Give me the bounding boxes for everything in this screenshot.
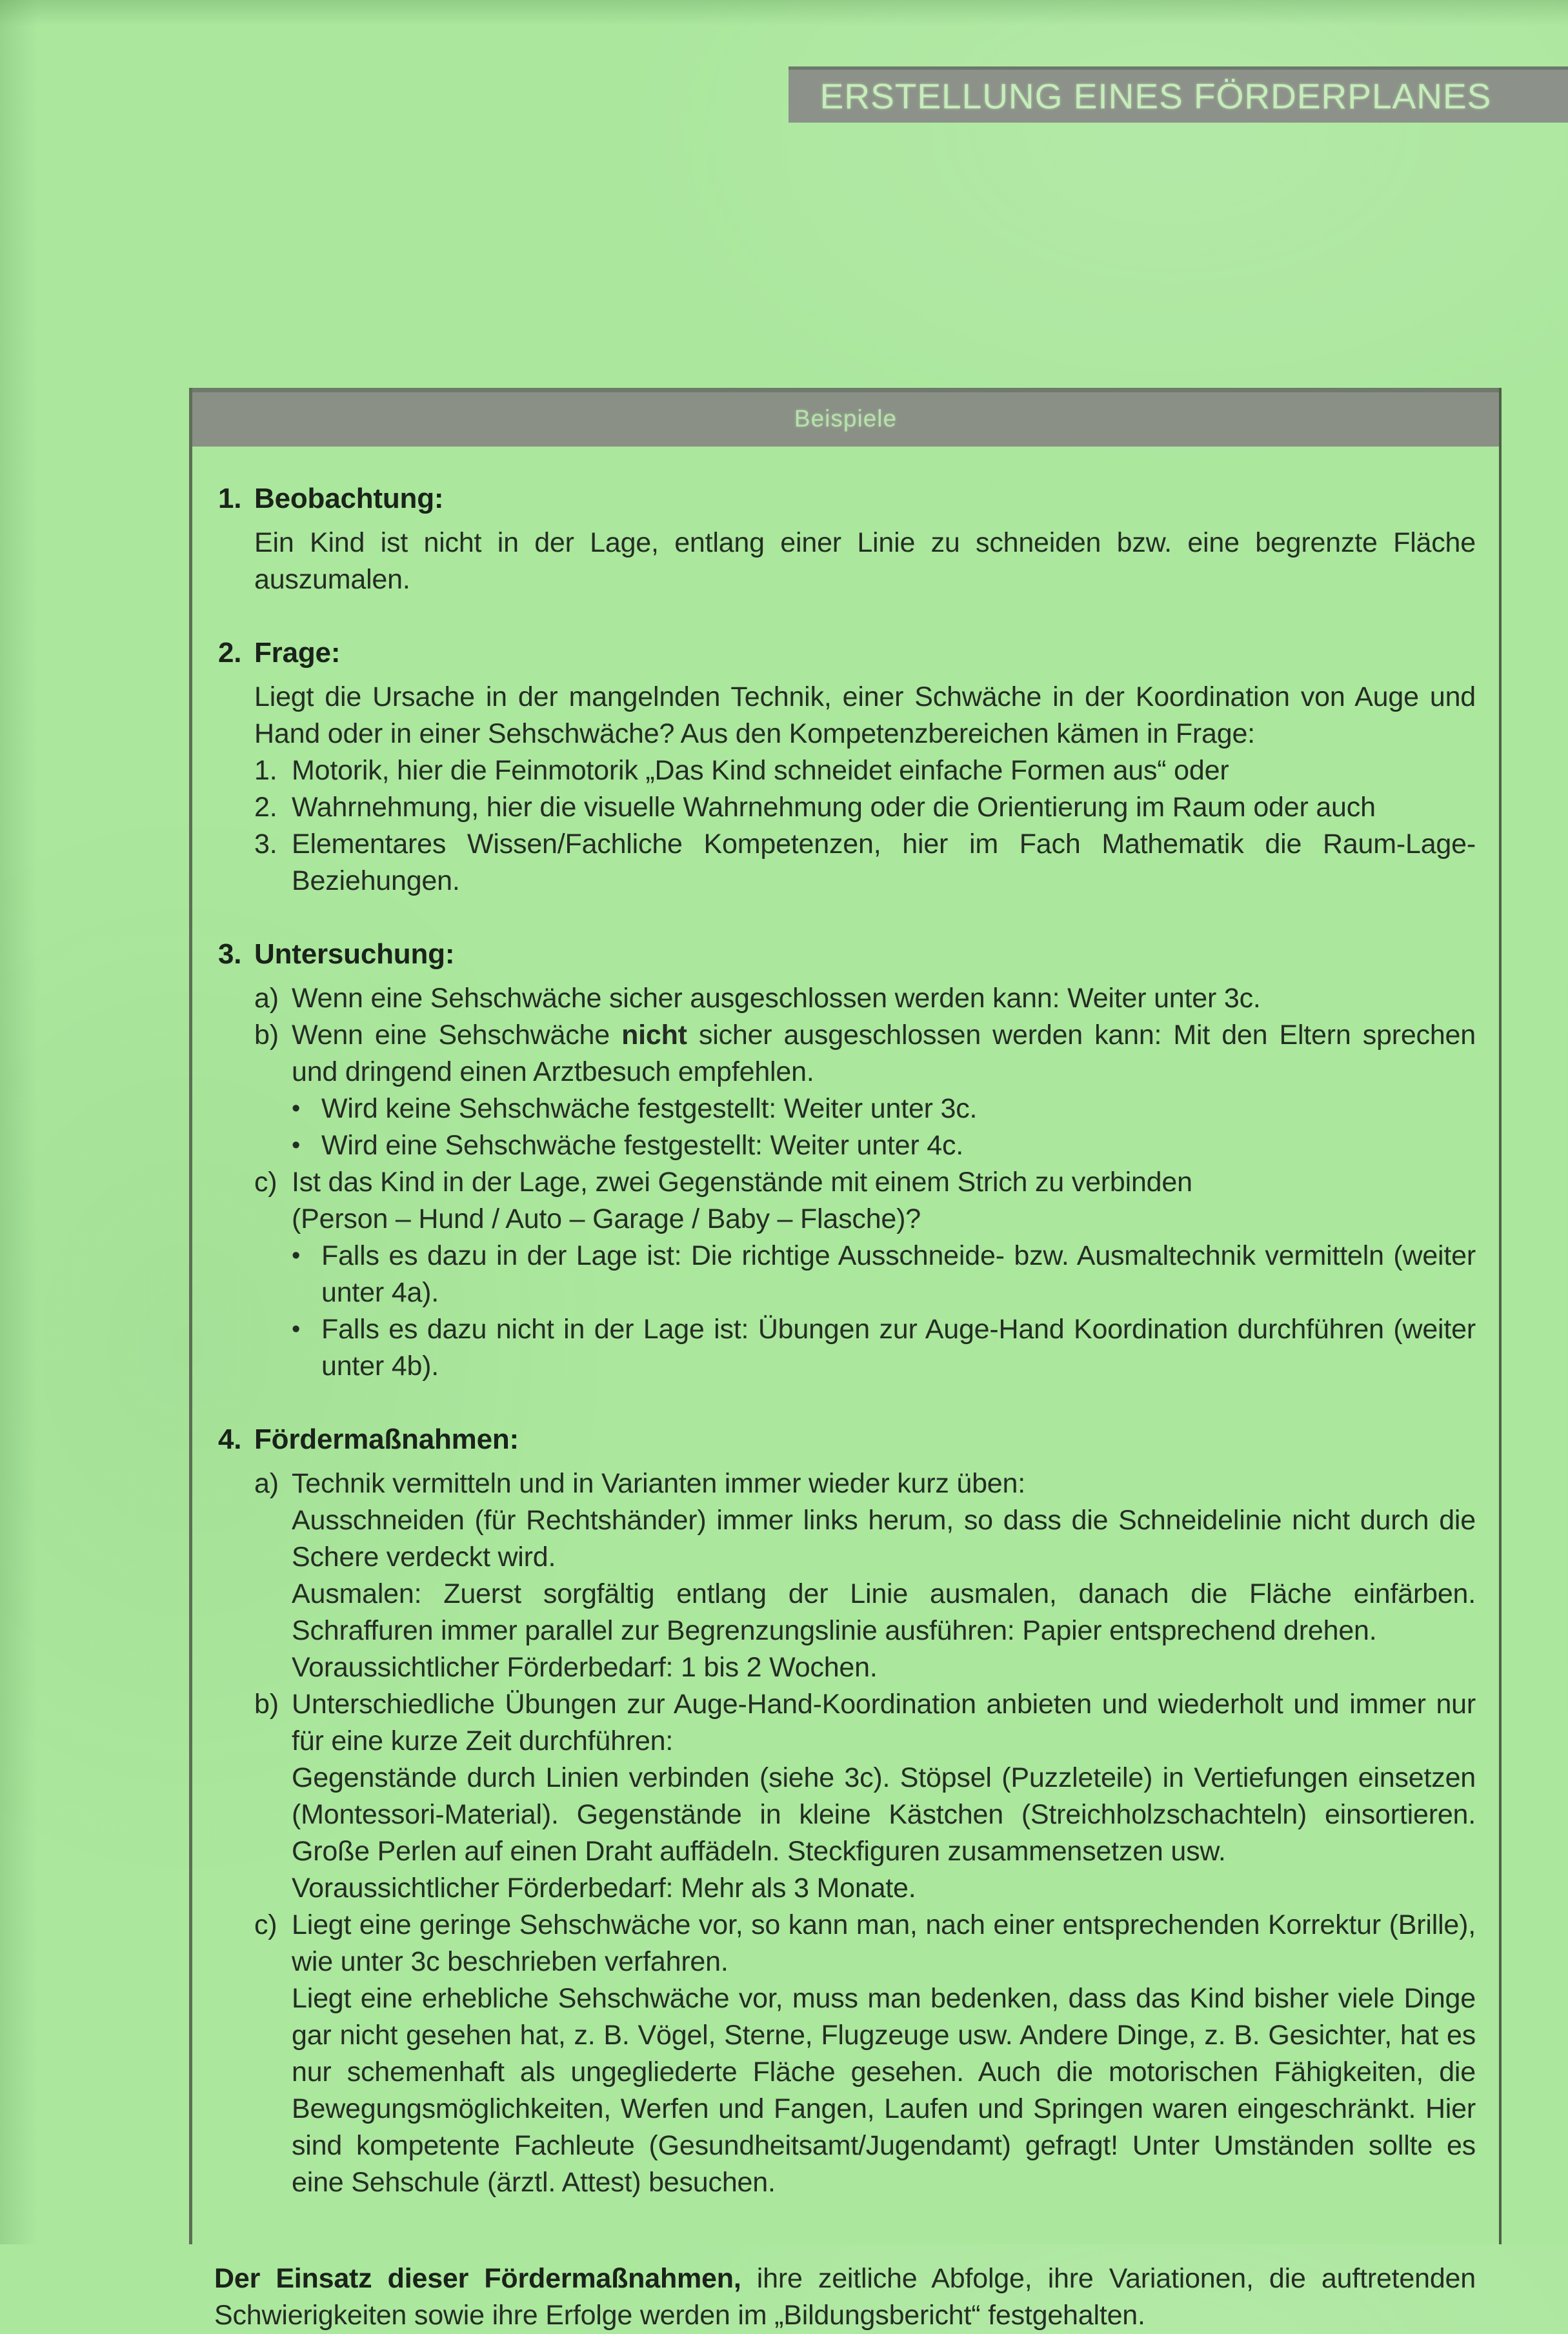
text-run: ihre zeitliche Abfolge, ihre Variationen, die auftretenden Schwierigkeiten sowie ihre Erfolge werden im „Bildungsbericht“ festgehalten. — [214, 2263, 1476, 2331]
section-heading — [218, 634, 1476, 671]
item-text — [292, 1686, 1476, 1760]
item-text — [292, 1760, 1476, 1870]
item-text — [321, 1127, 1476, 1164]
section-title: Fördermaßnahmen: — [254, 1424, 519, 1455]
section-number: 1. — [218, 483, 242, 514]
text-run: Liegt eine erhebliche Sehschwäche vor, muss man bedenken, dass das Kind bisher viele Dinge gar nicht gesehen hat, z. B. Vögel, Sterne, Flugzeuge usw. Andere Dinge, z. B. Gesichter, hat es nur schemenhaft als ungegliederte Fläche gesehen. Auch die motorischen Fähigkeiten, die Bewegungsmöglichkeiten, Werfen und Fangen, Laufen und Springen waren eingeschränkt. Hier sind kompetente Fachleute (Gesundheitsamt/Jugendamt) gefragt! Unter Umständen sollte es eine Sehschule (ärztl. Attest) besuchen. — [292, 1983, 1476, 2198]
section-heading — [218, 480, 1476, 517]
sections — [218, 480, 1476, 2201]
content-item — [254, 1686, 1476, 1760]
text-run: Ist das Kind in der Lage, zwei Gegenstände mit einem Strich zu verbinden — [292, 1167, 1192, 1198]
text-run: Technik vermitteln und in Varianten immer wieder kurz üben: — [292, 1468, 1025, 1499]
text-run: Falls es dazu in der Lage ist: Die richtige Ausschneide- bzw. Ausmaltechnik vermitteln (weiter unter 4a). — [321, 1240, 1476, 1308]
text-run: Wird eine Sehschwäche festgestellt: Weiter unter 4c. — [321, 1130, 963, 1161]
text-run: Wenn eine Sehschwäche sicher ausgeschlossen werden kann: Weiter unter 3c. — [292, 983, 1261, 1014]
text-run: nicht — [621, 1020, 687, 1051]
section-number: 4. — [218, 1424, 242, 1455]
item-text — [292, 789, 1476, 826]
item-text — [292, 1017, 1476, 1091]
text-run: (Person – Hund / Auto – Garage / Baby – Flasche)? — [292, 1203, 921, 1234]
examples-title: Beispiele — [794, 405, 898, 432]
content-item — [254, 980, 1476, 1017]
content-item — [254, 1649, 1476, 1686]
item-text — [254, 679, 1476, 752]
item-marker: • — [292, 1316, 301, 1343]
text-run: Liegt eine geringe Sehschwäche vor, so kann man, nach einer entsprechenden Korrektur (Brille), wie unter 3c beschrieben verfahren. — [292, 1909, 1476, 1977]
examples-box — [189, 388, 1502, 2331]
item-text — [292, 826, 1476, 900]
section — [218, 1421, 1476, 2201]
item-marker — [254, 1870, 292, 1907]
text-run: Elementares Wissen/Fachliche Kompetenzen, hier im Fach Mathematik die Raum-Lage-Beziehungen. — [292, 829, 1476, 896]
item-marker: • — [292, 1242, 301, 1269]
text-run: Ausmalen: Zuerst sorgfältig entlang der Linie ausmalen, danach die Fläche einfärben. Schraffuren immer parallel zur Begrenzungslinie ausführen: Papier entsprechend drehen. — [292, 1578, 1476, 1646]
text-run: Voraussichtlicher Förderbedarf: Mehr als 3 Monate. — [292, 1873, 916, 1904]
closing-paragraph — [214, 2260, 1476, 2334]
examples-title-bar — [192, 388, 1499, 447]
text-run: Wird keine Sehschwäche festgestellt: Weiter unter 3c. — [321, 1093, 978, 1124]
item-text — [292, 1201, 1476, 1238]
item-text — [292, 1576, 1476, 1649]
text-run: sicher ausgeschlossen werden kann: Mit den Eltern sprechen und dringend einen Arztbesuch empfehlen. — [292, 1020, 1476, 1087]
content-item — [292, 1127, 1476, 1164]
item-marker — [218, 679, 254, 752]
item-text — [292, 752, 1476, 789]
page-header-title: ERSTELLUNG EINES FÖRDERPLANES — [819, 76, 1492, 116]
item-text — [254, 525, 1476, 598]
content-item — [254, 789, 1476, 826]
content-item — [254, 1576, 1476, 1649]
text-run: Liegt die Ursache in der mangelnden Technik, einer Schwäche in der Koordination von Auge und Hand oder in einer Sehschwäche? Aus den Kompetenzbereichen kämen in Frage: — [254, 681, 1476, 749]
section — [218, 634, 1476, 900]
content-item — [254, 1907, 1476, 1980]
item-marker: a) — [254, 1468, 279, 1499]
item-text — [292, 1502, 1476, 1576]
content-item — [254, 826, 1476, 900]
content-item — [254, 1980, 1476, 2201]
content-item — [254, 1465, 1476, 1502]
item-marker: b) — [254, 1020, 279, 1051]
content-item — [218, 679, 1476, 752]
content-item — [254, 1017, 1476, 1091]
text-run: Voraussichtlicher Förderbedarf: 1 bis 2 Wochen. — [292, 1652, 878, 1683]
content-item — [254, 1870, 1476, 1907]
section-heading — [218, 936, 1476, 972]
item-text — [292, 1980, 1476, 2201]
item-marker — [218, 525, 254, 598]
item-text — [292, 1649, 1476, 1686]
section — [218, 936, 1476, 1385]
item-text — [292, 980, 1476, 1017]
content-item — [292, 1311, 1476, 1385]
content-item — [254, 752, 1476, 789]
item-marker: 3. — [254, 829, 277, 860]
item-marker — [254, 1980, 292, 2201]
item-marker: c) — [254, 1167, 277, 1198]
text-run: Gegenstände durch Linien verbinden (siehe 3c). Stöpsel (Puzzleteile) in Vertiefungen einsetzen (Montessori-Material). Gegenstände in kleine Kästchen (Streichholzschachteln) einsortieren. Große Perlen auf einen Draht auffädeln. Steckfiguren zusammensetzen usw. — [292, 1762, 1476, 1867]
item-text — [292, 1465, 1476, 1502]
item-marker — [254, 1201, 292, 1238]
text-run: Ausschneiden (für Rechtshänder) immer links herum, so dass die Schneidelinie nicht durch die Schere verdeckt wird. — [292, 1505, 1476, 1573]
content-item — [254, 1201, 1476, 1238]
item-marker: c) — [254, 1909, 277, 1940]
item-marker: b) — [254, 1689, 279, 1720]
text-run: Motorik, hier die Feinmotorik „Das Kind schneidet einfache Formen aus“ oder — [292, 755, 1229, 786]
page-header-bar — [789, 66, 1568, 123]
text-run: Wahrnehmung, hier die visuelle Wahrnehmung oder die Orientierung im Raum oder auch — [292, 792, 1376, 823]
section-title: Frage: — [254, 637, 341, 669]
item-text — [321, 1091, 1476, 1127]
section-title: Beobachtung: — [254, 483, 444, 514]
content-item — [292, 1238, 1476, 1311]
content-item — [254, 1760, 1476, 1870]
examples-content — [192, 447, 1499, 2334]
section-heading — [218, 1421, 1476, 1458]
item-marker: • — [292, 1132, 301, 1159]
item-marker — [254, 1649, 292, 1686]
item-marker: • — [292, 1095, 301, 1122]
item-marker — [254, 1760, 292, 1870]
text-run: Wenn eine Sehschwäche — [292, 1020, 622, 1051]
item-marker — [254, 1502, 292, 1576]
item-text — [321, 1311, 1476, 1385]
text-run: Falls es dazu nicht in der Lage ist: Übungen zur Auge-Hand Koordination durchführen (weiter unter 4b). — [321, 1314, 1476, 1382]
item-marker: a) — [254, 983, 279, 1014]
item-text — [292, 1870, 1476, 1907]
section-number: 3. — [218, 938, 242, 970]
text-run: Unterschiedliche Übungen zur Auge-Hand-Koordination anbieten und wiederholt und immer nur für eine kurze Zeit durchführen: — [292, 1689, 1476, 1756]
item-text — [321, 1238, 1476, 1311]
section-number: 2. — [218, 637, 242, 669]
section — [218, 480, 1476, 598]
content-item — [254, 1164, 1476, 1201]
section-title: Untersuchung: — [254, 938, 455, 970]
text-run: Ein Kind ist nicht in der Lage, entlang einer Linie zu schneiden bzw. eine begrenzte Fläche auszumalen. — [254, 527, 1476, 595]
item-marker — [254, 1576, 292, 1649]
text-run: Der Einsatz dieser Fördermaßnahmen, — [214, 2263, 741, 2294]
item-text — [292, 1907, 1476, 1980]
content-item — [292, 1091, 1476, 1127]
content-item — [218, 525, 1476, 598]
item-marker: 2. — [254, 792, 277, 823]
content-item — [254, 1502, 1476, 1576]
item-marker: 1. — [254, 755, 277, 786]
item-text — [292, 1164, 1476, 1201]
